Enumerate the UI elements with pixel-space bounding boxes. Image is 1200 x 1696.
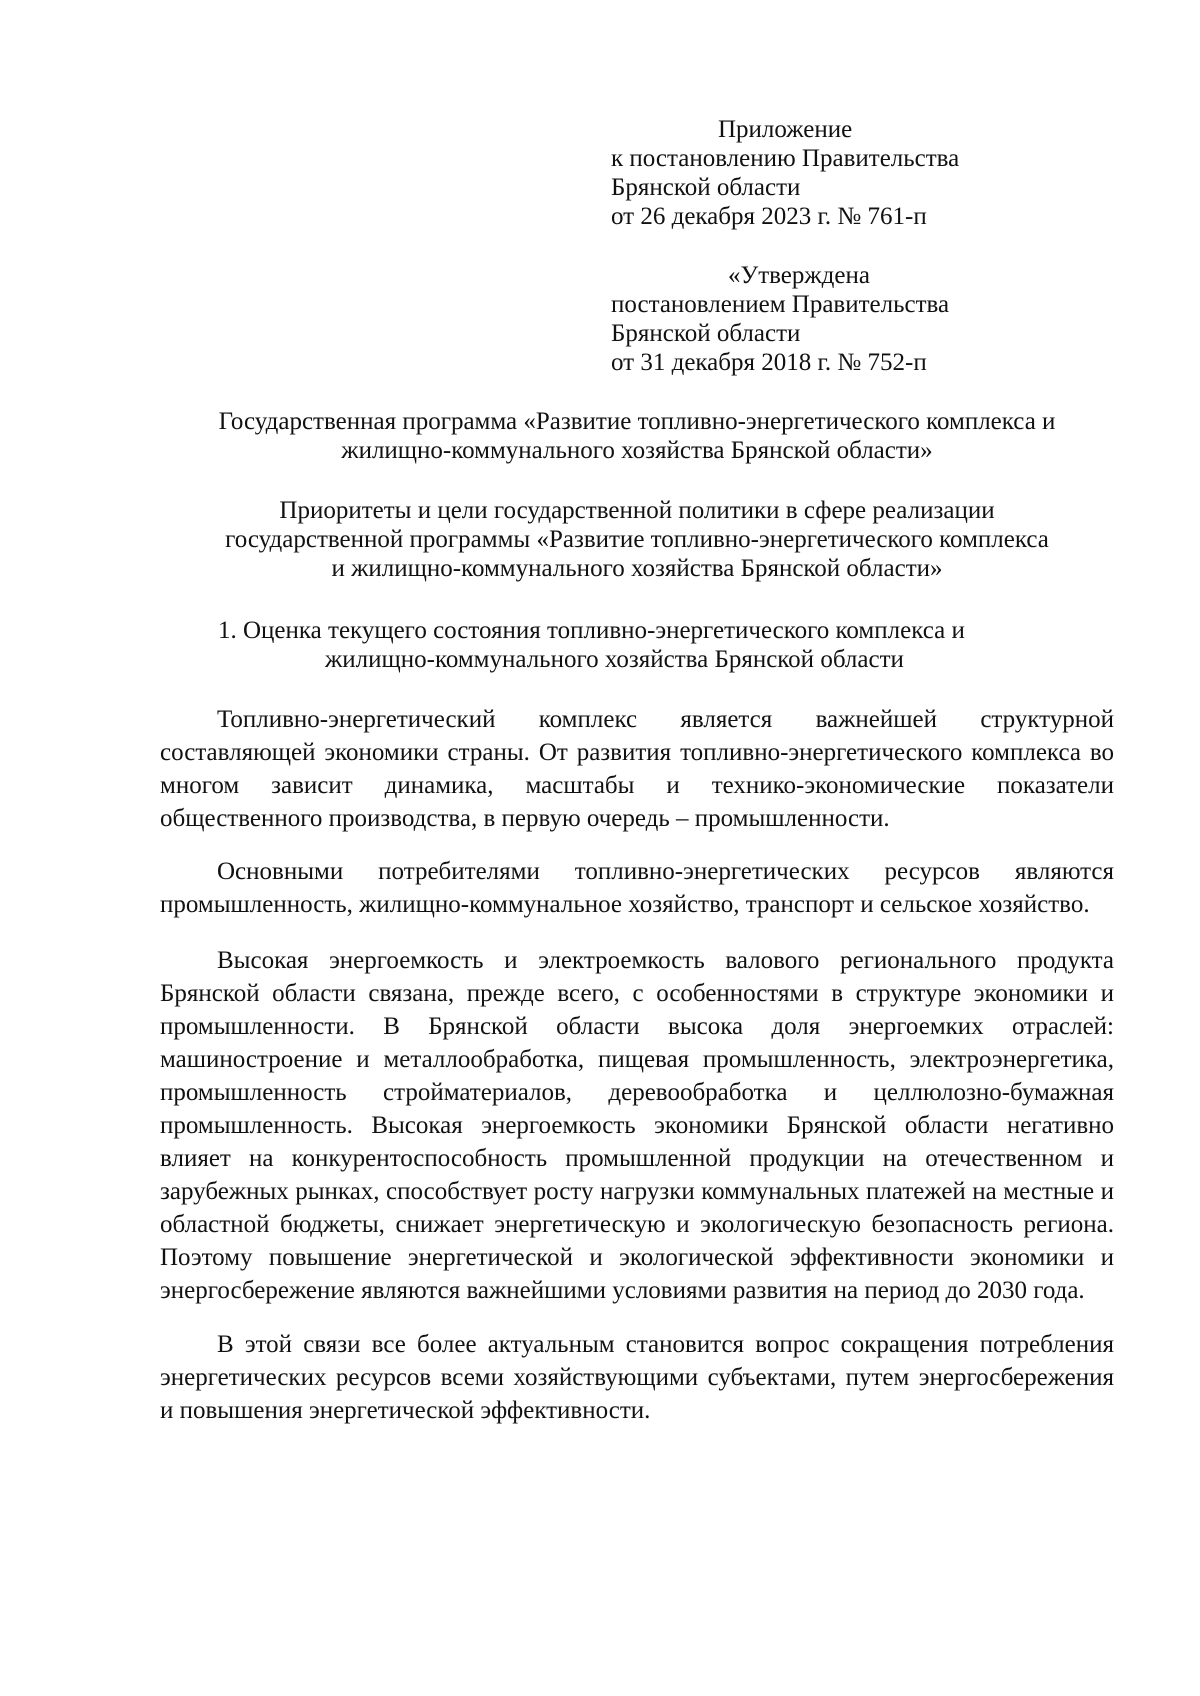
section-heading-line-2: жилищно-коммунального хозяйства Брянской области	[325, 646, 904, 673]
approved-line-2: Брянской области	[611, 320, 801, 347]
paragraph-4: В этой связи все более актуальным становится вопрос сокращения потребления энергетических ресурсов всеми хозяйствующими субъектами, путем энергосбережения и повышения энергетической эффективности.	[160, 1331, 1114, 1424]
paragraph-2: Основными потребителями топливно-энергетических ресурсов являются промышленность, жилищно-коммунальное хозяйство, транспорт и сельское хозяйство.	[160, 858, 1114, 918]
approved-title: «Утверждена	[728, 262, 870, 289]
program-title-line-1: Государственная программа «Развитие топливно-энергетического комплекса и	[218, 408, 1056, 435]
priorities-title-line-2: государственной программы «Развитие топливно-энергетического комплекса	[225, 526, 1049, 553]
appendix-line-2: Брянской области	[611, 174, 801, 201]
program-title-line-2: жилищно-коммунального хозяйства Брянской области»	[341, 437, 933, 464]
appendix-line-1: к постановлению Правительства	[611, 145, 960, 172]
paragraph-1: Топливно-энергетический комплекс является важнейшей структурной составляющей экономики страны. От развития топливно-энергетического комплекса во многом зависит динамика, масштабы и технико-экономические показатели общественного производства, в первую очередь – промышленности.	[160, 706, 1114, 832]
section-heading-line-1: 1. Оценка текущего состояния топливно-энергетического комплекса и	[218, 617, 965, 644]
appendix-date-number: от 26 декабря 2023 г. № 761-п	[611, 203, 927, 230]
approved-date-number: от 31 декабря 2018 г. № 752-п	[611, 349, 927, 376]
paragraph-3: Высокая энергоемкость и электроемкость валового регионального продукта Брянской области связана, прежде всего, с особенностями в структуре экономики и промышленности. В Брянской области высока доля энергоемких отраслей: машиностроение и металлообработка, пищевая промышленность, электроэнергетика, промышленность стройматериалов, деревообработка и целлюлозно-бумажная промышленность. Высокая энергоемкость экономики Брянской области негативно влияет на конкурентоспособность промышленной продукции на отечественном и зарубежных рынках, способствует росту нагрузки коммунальных платежей на местные и областной бюджеты, снижает энергетическую и экологическую безопасность региона. Поэтому повышение энергетической и экологической эффективности экономики и энергосбережение являются важнейшими условиями развития на период до 2030 года.	[160, 947, 1114, 1304]
appendix-title: Приложение	[718, 116, 853, 143]
priorities-title-line-3: и жилищно-коммунального хозяйства Брянской области»	[331, 555, 943, 582]
approved-line-1: постановлением Правительства	[611, 291, 950, 318]
priorities-title-line-1: Приоритеты и цели государственной политики в сфере реализации	[279, 497, 995, 524]
